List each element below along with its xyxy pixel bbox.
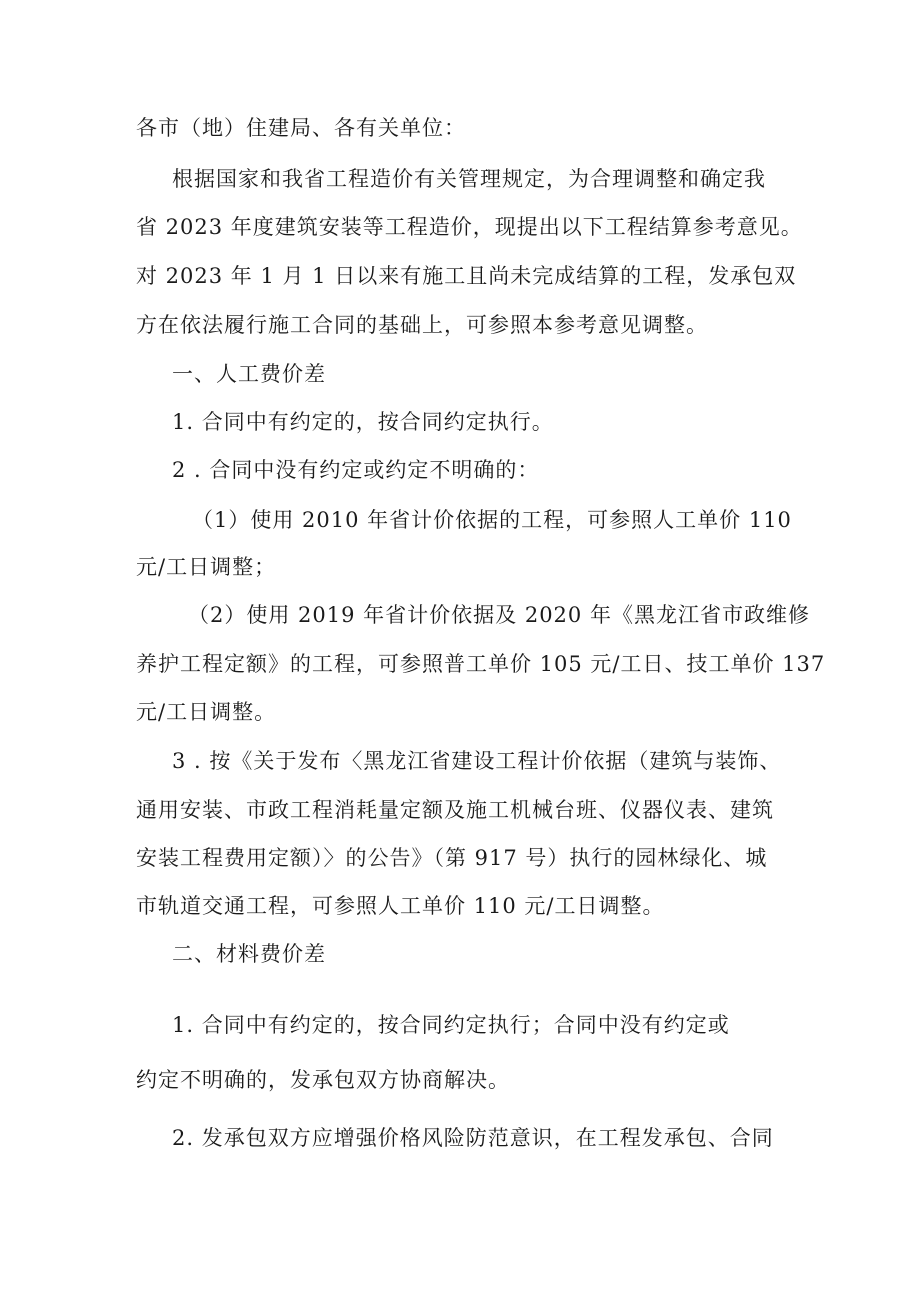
labor-item-3-line-4: 市轨道交通工程，可参照人工单价 110 元/工日调整。 — [136, 894, 665, 918]
labor-item-3-line-3: 安装工程费用定额）〉的公告》（第 917 号）执行的园林绿化、城 — [136, 846, 768, 870]
intro-line-2: 省 2023 年度建筑安装等工程造价，现提出以下工程结算参考意见。 — [136, 215, 803, 239]
labor-subitem-1-line-2: 元/工日调整； — [136, 555, 277, 579]
materials-item-1-line-1: 1. 合同中有约定的，按合同约定执行；合同中没有约定或 — [172, 1013, 730, 1037]
materials-item-1-line-2: 约定不明确的，发承包双方协商解决。 — [136, 1068, 510, 1092]
intro-line-3: 对 2023 年 1 月 1 日以来有施工且尚未完成结算的工程，发承包双 — [136, 264, 797, 288]
labor-subitem-2-line-2: 养护工程定额》的工程，可参照普工单价 105 元/工日、技工单价 137 — [136, 652, 826, 676]
intro-line-1: 根据国家和我省工程造价有关管理规定，为合理调整和确定我 — [172, 167, 766, 191]
salutation: 各市（地）住建局、各有关单位： — [136, 116, 466, 140]
materials-item-2-line-1: 2. 发承包双方应增强价格风险防范意识，在工程发承包、合同 — [172, 1126, 774, 1150]
labor-item-1: 1. 合同中有约定的，按合同约定执行。 — [172, 410, 554, 434]
labor-item-2: 2 . 合同中没有约定或约定不明确的： — [172, 458, 540, 482]
labor-subitem-2-line-1: （2）使用 2019 年省计价依据及 2020 年《黑龙江省市政维修 — [188, 603, 810, 627]
labor-subitem-1-line-1: （1）使用 2010 年省计价依据的工程，可参照人工单价 110 — [192, 508, 792, 532]
labor-subitem-2-line-3: 元/工日调整。 — [136, 700, 277, 724]
section-heading-materials: 二、材料费价差 — [172, 942, 326, 966]
section-heading-labor: 一、人工费价差 — [172, 362, 326, 386]
intro-line-4: 方在依法履行施工合同的基础上，可参照本参考意见调整。 — [136, 313, 708, 337]
labor-item-3-line-2: 通用安装、市政工程消耗量定额及施工机械台班、仪器仪表、建筑 — [136, 798, 774, 822]
labor-item-3-line-1: 3 . 按《关于发布〈黑龙江省建设工程计价依据（建筑与装饰、 — [172, 749, 782, 773]
